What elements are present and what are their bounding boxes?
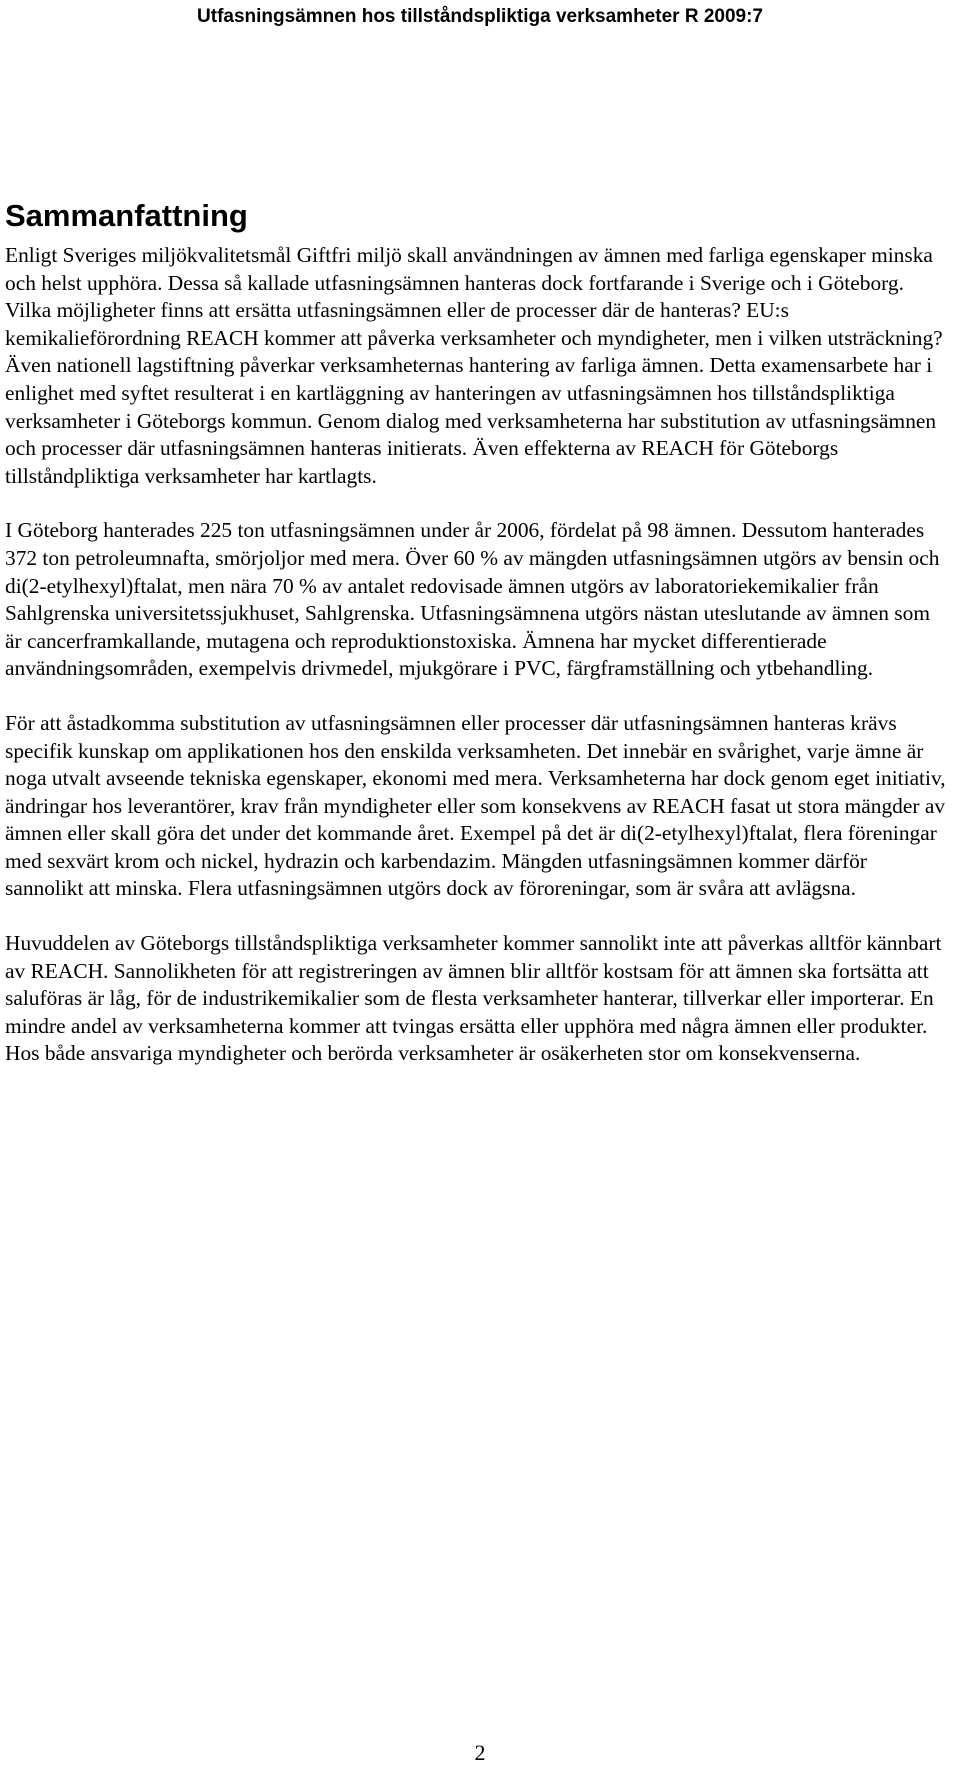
main-content [5, 196, 950, 1095]
running-header: Utfasningsämnen hos tillståndspliktiga verksamheter R 2009:7 [197, 6, 763, 27]
summary-paragraph-3: För att åstadkomma substitution av utfasningsämnen eller processer där utfasningsämnen hanteras krävs specifik kunskap om applikationen hos den enskilda verksamheten. Det innebär en svårighet, varje ämne är noga utvalt avseende tekniska egenskaper, ekonomi med mera. Verksamheterna har dock genom eget initiativ, ändringar hos leverantörer, krav från myndigheter eller som konsekvens av REACH fasat ut stora mängder av ämnen eller skall göra det under det kommande året. Exempel på det är di(2-etylhexyl)ftalat, flera föreningar med sexvärt krom och nickel, hydrazin och karbendazim. Mängden utfasningsämnen kommer därför sannolikt att minska. Flera utfasningsämnen utgörs dock av föroreningar, som är svåra att avlägsna. [5, 710, 946, 901]
summary-paragraph-1: Enligt Sveriges miljökvalitetsmål Giftfri miljö skall användningen av ämnen med farliga egenskaper minska och helst upphöra. Dessa så kallade utfasningsämnen hanteras dock fortfarande i Sverige och i Göteborg. Vilka möjligheter finns att ersätta utfasningsämnen eller de processer där de hanteras? EU:s kemikalieförordning REACH kommer att påverka verksamheter och myndigheter, men i vilken utsträckning? Även nationell lagstiftning påverkar verksamheternas hantering av farliga ämnen. Detta examensarbete har i enlighet med syftet resulterat i en kartläggning av hanteringen av utfasningsämnen hos tillståndspliktiga verksamheter i Göteborgs kommun. Genom dialog med verksamheterna har substitution av utfasningsämnen och processer där utfasningsämnen hanteras initierats. Även effekterna av REACH för Göteborgs tillståndpliktiga verksamheter har kartlagts. [5, 243, 943, 488]
page-number: 2 [474, 1740, 486, 1765]
section-title: Sammanfattning [5, 198, 248, 233]
summary-paragraph-4: Huvuddelen av Göteborgs tillståndspliktiga verksamheter kommer sannolikt inte att påverkas alltför kännbart av REACH. Sannolikheten för att registreringen av ämnen blir alltför kostsam för att ämnen ska fortsätta att saluföras är låg, för de industrikemikalier som de flesta verksamheter hanterar, tillverkar eller importerar. En mindre andel av verksamheterna kommer att tvingas ersätta eller upphöra med några ämnen eller produkter. Hos både ansvariga myndigheter och berörda verksamheter är osäkerheten stor om konsekvenserna. [5, 931, 942, 1066]
summary-paragraph-2: I Göteborg hanterades 225 ton utfasningsämnen under år 2006, fördelat på 98 ämnen. Dessutom hanterades 372 ton petroleumnafta, smörjoljor med mera. Över 60 % av mängden utfasningsämnen utgörs av bensin och di(2-etylhexyl)ftalat, men nära 70 % av antalet redovisade ämnen utgörs av laboratoriekemikalier från Sahlgrenska universitetssjukhuset, Sahlgrenska. Utfasningsämnena utgörs nästan uteslutande av ämnen som är cancerframkallande, mutagena och reproduktionstoxiska. Ämnena har mycket differentierade användningsområden, exempelvis drivmedel, mjukgörare i PVC, färgframställning och ytbehandling. [5, 518, 940, 681]
